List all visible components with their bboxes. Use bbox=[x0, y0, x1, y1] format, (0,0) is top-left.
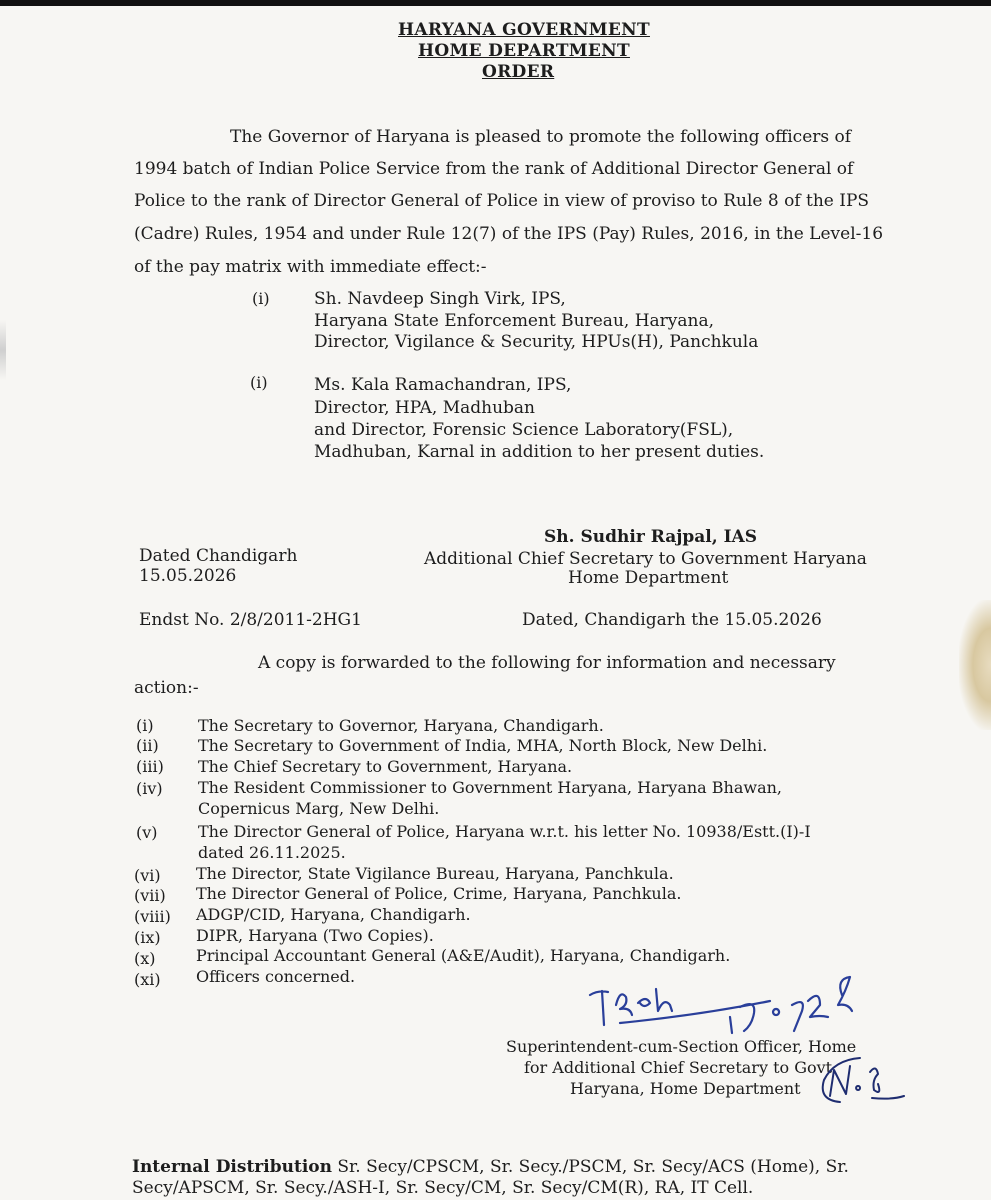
list-item: The Director, State Vigilance Bureau, Haryana, Panchkula. bbox=[196, 864, 674, 883]
officer-line: Sh. Navdeep Singh Virk, IPS, bbox=[314, 289, 566, 309]
list-item: The Director General of Police, Crime, Haryana, Panchkula. bbox=[196, 884, 682, 903]
list-number: (ii) bbox=[136, 736, 159, 755]
list-item: dated 26.11.2025. bbox=[198, 843, 346, 862]
intro-line: 1994 batch of Indian Police Service from the rank of Additional Director General of bbox=[134, 159, 854, 179]
officer-number: (i) bbox=[250, 373, 268, 392]
officer-line: Director, Vigilance & Security, HPUs(H), Panchkula bbox=[314, 332, 759, 352]
officer-number: (i) bbox=[252, 289, 270, 308]
section-officer-line: for Additional Chief Secretary to Govt. bbox=[524, 1058, 838, 1077]
signatory-department: Home Department bbox=[568, 568, 729, 588]
list-number: (i) bbox=[136, 716, 154, 735]
endorsement-number: Endst No. 2/8/2011-2HG1 bbox=[139, 610, 362, 630]
list-number: (iii) bbox=[136, 757, 164, 776]
section-officer-line: Haryana, Home Department bbox=[570, 1079, 801, 1098]
internal-distribution-text: Sr. Secy/CPSCM, Sr. Secy./PSCM, Sr. Secy/ACS (Home), Sr. bbox=[331, 1157, 849, 1177]
list-item: The Director General of Police, Haryana w.r.t. his letter No. 10938/Estt.(I)-I bbox=[198, 822, 811, 841]
endorsement-date: Dated, Chandigarh the 15.05.2026 bbox=[522, 610, 822, 630]
signatory-name: Sh. Sudhir Rajpal, IAS bbox=[544, 527, 757, 547]
section-officer-title: Superintendent-cum-Section Officer, Home bbox=[506, 1037, 857, 1056]
list-item: Officers concerned. bbox=[196, 967, 356, 986]
officer-line: Director, HPA, Madhuban bbox=[314, 398, 535, 418]
list-item: The Chief Secretary to Government, Haryana. bbox=[198, 757, 573, 776]
list-item: ADGP/CID, Haryana, Chandigarh. bbox=[196, 905, 471, 924]
internal-distribution-label: Internal Distribution bbox=[132, 1157, 332, 1177]
list-number: (vii) bbox=[134, 886, 166, 905]
officer-line: Madhuban, Karnal in addition to her present duties. bbox=[314, 442, 765, 462]
signatory-title: Additional Chief Secretary to Government Haryana bbox=[424, 549, 867, 569]
list-number: (x) bbox=[134, 949, 156, 968]
list-item: The Secretary to Government of India, MHA, North Block, New Delhi. bbox=[198, 736, 768, 755]
dated-date: 15.05.2026 bbox=[139, 566, 237, 586]
list-item: DIPR, Haryana (Two Copies). bbox=[196, 926, 434, 945]
intro-line: The Governor of Haryana is pleased to promote the following officers of bbox=[230, 127, 852, 147]
header-government: HARYANA GOVERNMENT bbox=[398, 20, 650, 40]
header-order: ORDER bbox=[482, 62, 555, 82]
list-item: Principal Accountant General (A&E/Audit), Haryana, Chandigarh. bbox=[196, 946, 731, 965]
list-item: The Secretary to Governor, Haryana, Chandigarh. bbox=[198, 716, 604, 735]
intro-line: Police to the rank of Director General of Police in view of proviso to Rule 8 of the IPS bbox=[134, 191, 870, 211]
internal-distribution-line: Secy/APSCM, Sr. Secy./ASH-I, Sr. Secy/CM, Sr. Secy/CM(R), RA, IT Cell. bbox=[132, 1178, 754, 1198]
officer-line: Ms. Kala Ramachandran, IPS, bbox=[314, 375, 572, 395]
list-item: Copernicus Marg, New Delhi. bbox=[198, 799, 440, 818]
list-number: (iv) bbox=[136, 779, 163, 798]
list-item: The Resident Commissioner to Government Haryana, Haryana Bhawan, bbox=[198, 778, 783, 797]
list-number: (vi) bbox=[134, 866, 161, 885]
intro-line: (Cadre) Rules, 1954 and under Rule 12(7) of the IPS (Pay) Rules, 2016, in the Level-16 bbox=[134, 224, 884, 244]
officer-line: and Director, Forensic Science Laboratory(FSL), bbox=[314, 420, 734, 440]
officer-line: Haryana State Enforcement Bureau, Haryana, bbox=[314, 311, 715, 331]
list-number: (viii) bbox=[134, 907, 171, 926]
initials-mark bbox=[812, 1050, 912, 1110]
page-edge-shadow bbox=[959, 600, 991, 730]
forward-line: A copy is forwarded to the following for information and necessary bbox=[258, 653, 836, 673]
forward-line: action:- bbox=[134, 678, 199, 698]
top-border bbox=[0, 0, 991, 6]
intro-line: of the pay matrix with immediate effect:- bbox=[134, 257, 487, 277]
header-department: HOME DEPARTMENT bbox=[418, 41, 630, 61]
list-number: (xi) bbox=[134, 970, 161, 989]
list-number: (v) bbox=[136, 823, 158, 842]
scan-edge-mark bbox=[0, 320, 6, 380]
dated-place: Dated Chandigarh bbox=[139, 546, 298, 566]
list-number: (ix) bbox=[134, 928, 161, 947]
internal-distribution-line bbox=[132, 1157, 849, 1177]
